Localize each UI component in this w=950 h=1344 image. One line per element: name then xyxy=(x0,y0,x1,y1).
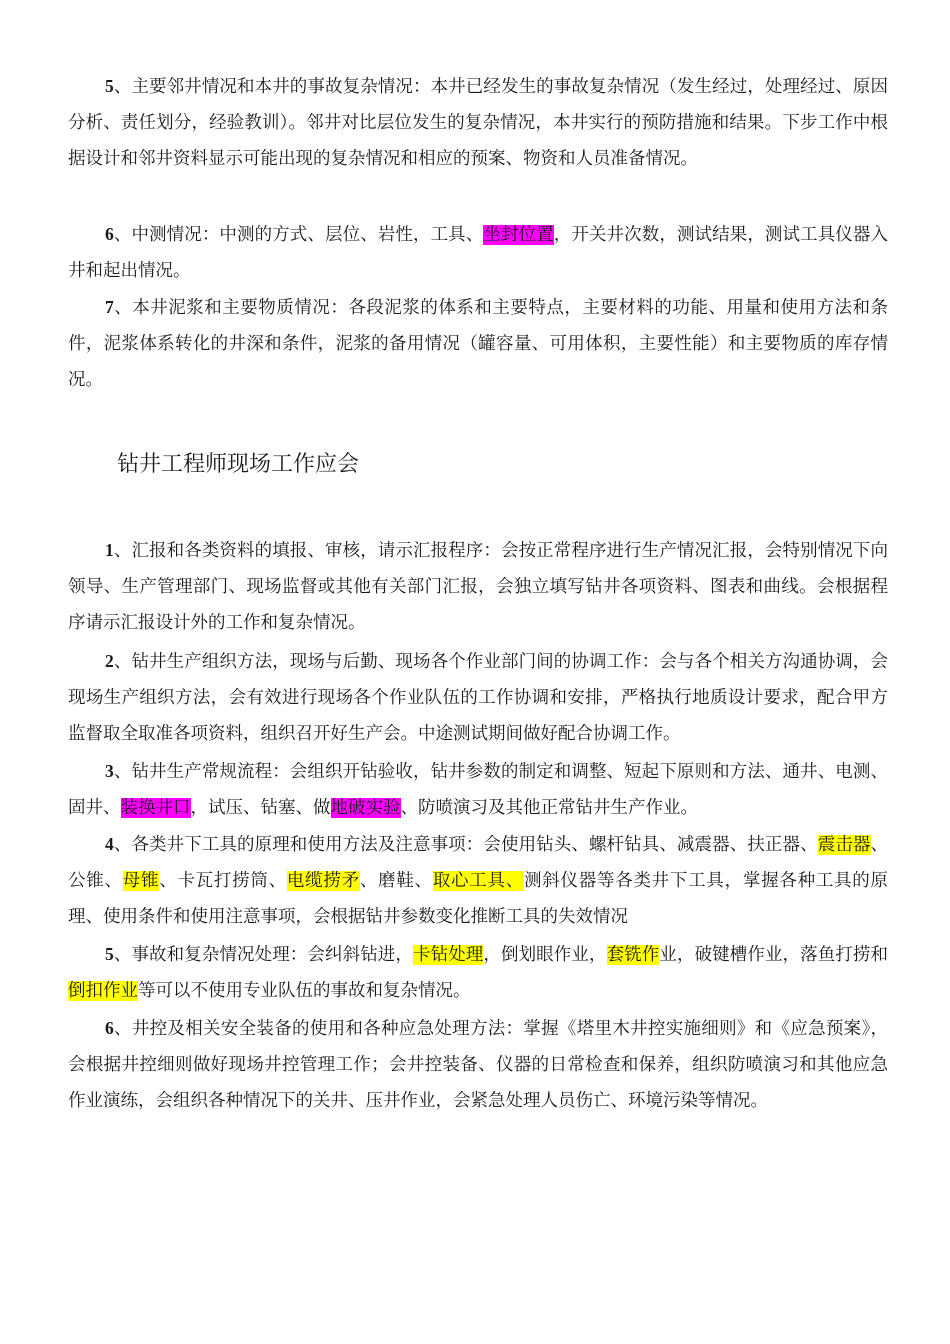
paragraph-text: 、事故和复杂情况处理：会纠斜钻进， xyxy=(113,945,413,965)
paragraph-number: 4 xyxy=(105,834,114,854)
paragraph-number: 1 xyxy=(105,540,114,560)
paragraph-text: ，试压、钻塞、做 xyxy=(190,798,331,818)
paragraph-text: 、卡瓦打捞筒、 xyxy=(159,871,287,891)
top-paragraph-6 xyxy=(68,216,888,289)
paragraph-text: 、磨鞋、 xyxy=(359,871,433,891)
paragraph-4 xyxy=(68,826,888,935)
paragraph-number: 3 xyxy=(105,761,114,781)
paragraph-number: 2 xyxy=(105,651,114,671)
paragraph-number: 5 xyxy=(105,944,114,964)
paragraph-number: 6 xyxy=(105,224,114,244)
paragraph-number: 7 xyxy=(105,297,114,317)
highlighted-text: 取心工具、 xyxy=(432,871,525,891)
paragraph-text: 测斜仪器等各类井下工具，掌握各种工具的原理、使用条件和使用注意事项，会根据钻井参数变化推断工具的失效情况 xyxy=(68,871,889,927)
paragraph-text: 、各类井下工具的原理和使用方法及注意事项：会使用钻头、螺杆钻具、减震器、扶正器、 xyxy=(113,835,818,855)
paragraph-text: 、公锥、 xyxy=(68,835,889,891)
highlighted-text: 装换井口 xyxy=(120,798,191,818)
paragraph-text: 、防喷演习及其他正常钻井生产作业。 xyxy=(400,798,698,818)
highlighted-text: 倒扣作业 xyxy=(68,981,138,1001)
paragraph-text: 、中测情况：中测的方式、层位、岩性，工具、 xyxy=(113,225,484,245)
paragraph-text: 等可以不使用专业队伍的事故和复杂情况。 xyxy=(138,981,471,1001)
top-paragraph-7 xyxy=(68,289,888,398)
paragraph-5 xyxy=(68,936,888,1009)
highlighted-text: 地破实验 xyxy=(330,798,401,818)
highlighted-text: 震击器 xyxy=(817,835,871,855)
highlighted-text: 坐封位置 xyxy=(483,225,554,245)
highlighted-text: 电缆捞矛 xyxy=(286,871,360,891)
paragraph-text: 、汇报和各类资料的填报、审核，请示汇报程序：会按正常程序进行生产情况汇报，会特别情况下向领导、生产管理部门、现场监督或其他有关部门汇报，会独立填写钻井各项资料、图表和曲线。会根据程序请示汇报设计外的工作和复杂情况。 xyxy=(68,541,888,633)
paragraph-text: 、井控及相关安全装备的使用和各种应急处理方法：掌握《塔里木井控实施细则》和《应急预案》，会根据井控细则做好现场井控管理工作；会井控装备、仪器的日常检查和保养，组织防喷演习和其他应急作业演练，会组织各种情况下的关井、压井作业，会紧急处理人员伤亡、环境污染等情况。 xyxy=(68,1019,888,1111)
paragraph-2 xyxy=(68,643,888,752)
paragraph-text: 、钻井生产常规流程：会组织开钻验收，钻井参数的制定和调整、短起下原则和方法、通井、电测、固井、 xyxy=(68,762,888,818)
highlighted-text: 母锥 xyxy=(122,871,160,891)
paragraph-text: 、主要邻井情况和本井的事故复杂情况：本井已经发生的事故复杂情况（发生经过，处理经过、原因分析、责任划分，经验教训）。邻井对比层位发生的复杂情况，本井实行的预防措施和结果。下步工作中根据设计和邻井资料显示可能出现的复杂情况和相应的预案、物资和人员准备情况。 xyxy=(68,77,888,169)
paragraph-number: 6 xyxy=(105,1018,114,1038)
paragraph-number: 5 xyxy=(105,76,114,96)
paragraph-text: ，开关井次数，测试结果，测试工具仪器入井和起出情况。 xyxy=(68,225,889,281)
paragraph-1 xyxy=(68,532,888,641)
paragraph-text: 业，破键槽作业，落鱼打捞和 xyxy=(659,945,889,965)
section-heading: 钻井工程师现场工作应会 xyxy=(117,452,360,477)
paragraph-text: 、钻井生产组织方法，现场与后勤、现场各个作业部门间的协调工作：会与各个相关方沟通协调，会现场生产组织方法，会有效进行现场各个作业队伍的工作协调和安排，严格执行地质设计要求，配合甲方监督取全取准各项资料，组织召开好生产会。中途测试期间做好配合协调工作。 xyxy=(68,652,888,744)
highlighted-text: 卡钻处理 xyxy=(413,945,484,965)
highlighted-text: 套铣作 xyxy=(606,945,660,965)
paragraph-3 xyxy=(68,753,888,826)
paragraph-6 xyxy=(68,1010,888,1119)
top-paragraph-5 xyxy=(68,68,888,177)
paragraph-text: ，倒划眼作业， xyxy=(483,945,607,965)
paragraph-text: 、本井泥浆和主要物质情况：各段泥浆的体系和主要特点，主要材料的功能、用量和使用方法和条件，泥浆体系转化的井深和条件，泥浆的备用情况（罐容量、可用体积，主要性能）和主要物质的库存情况。 xyxy=(68,298,888,390)
